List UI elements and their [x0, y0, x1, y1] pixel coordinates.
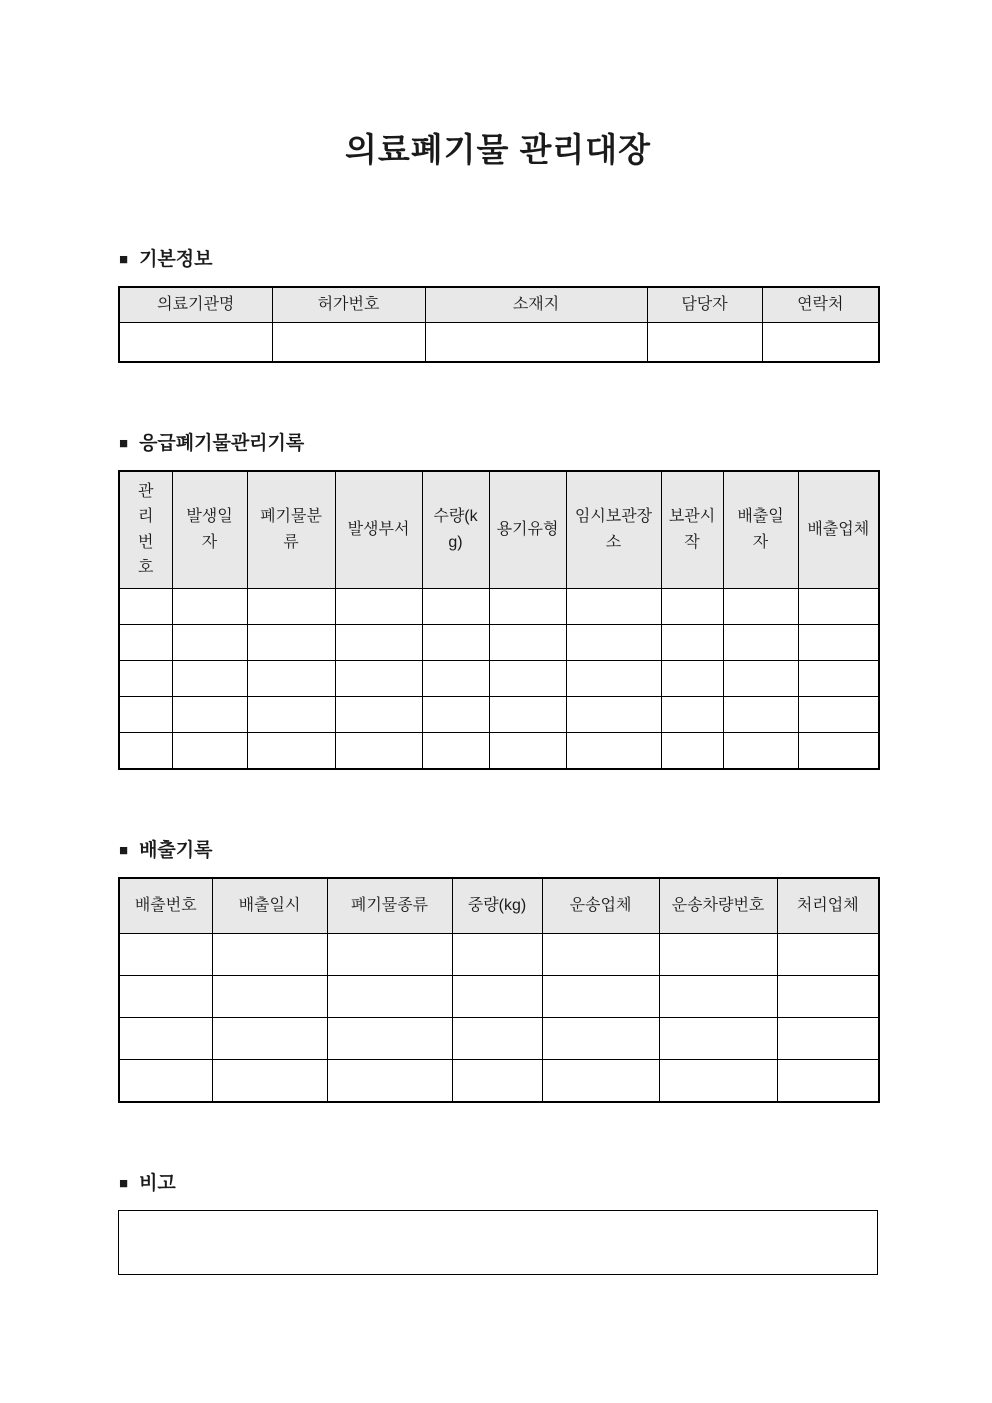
empty-cell — [542, 1060, 659, 1102]
empty-cell — [212, 976, 327, 1018]
empty-cell — [247, 661, 335, 697]
square-bullet-icon: ■ — [119, 842, 129, 860]
section-discharge-log — [118, 838, 878, 1103]
column-header: 중량(kg) — [452, 878, 542, 934]
section-emergency-waste-log — [118, 431, 878, 770]
empty-cell — [566, 661, 661, 697]
header-row — [119, 287, 879, 323]
empty-cell — [542, 1018, 659, 1060]
header-row — [119, 471, 879, 589]
empty-cell — [723, 733, 798, 769]
empty-cell — [119, 625, 172, 661]
table-row — [119, 625, 879, 661]
table-row — [119, 323, 879, 362]
empty-cell — [172, 661, 247, 697]
empty-cell — [762, 323, 879, 362]
square-bullet-icon: ■ — [119, 435, 129, 453]
column-header: 배출일자 — [723, 471, 798, 589]
empty-cell — [777, 1018, 879, 1060]
section-heading — [119, 247, 878, 273]
empty-cell — [452, 934, 542, 976]
column-header: 발생부서 — [335, 471, 422, 589]
empty-cell — [489, 661, 566, 697]
empty-cell — [723, 697, 798, 733]
empty-cell — [327, 1060, 452, 1102]
section-heading — [119, 1171, 878, 1197]
empty-cell — [798, 661, 879, 697]
empty-cell — [723, 625, 798, 661]
table-row — [119, 589, 879, 625]
column-header: 임시보관장소 — [566, 471, 661, 589]
section-title: 응급폐기물관리기록 — [139, 432, 305, 454]
empty-cell — [335, 625, 422, 661]
column-header: 의료기관명 — [119, 287, 272, 323]
empty-cell — [422, 697, 489, 733]
empty-cell — [566, 589, 661, 625]
empty-cell — [247, 625, 335, 661]
table-row — [119, 934, 879, 976]
header-row — [119, 878, 879, 934]
empty-cell — [489, 697, 566, 733]
column-header: 처리업체 — [777, 878, 879, 934]
empty-cell — [659, 1018, 777, 1060]
empty-cell — [119, 697, 172, 733]
empty-cell — [661, 697, 723, 733]
empty-cell — [172, 733, 247, 769]
empty-cell — [777, 1060, 879, 1102]
empty-cell — [489, 733, 566, 769]
empty-cell — [172, 697, 247, 733]
column-header: 관리번호 — [119, 471, 172, 589]
empty-cell — [425, 323, 647, 362]
empty-cell — [647, 323, 762, 362]
empty-cell — [489, 625, 566, 661]
page-title: 의료폐기물 관리대장 — [344, 131, 652, 168]
column-header: 용기유형 — [489, 471, 566, 589]
empty-cell — [119, 733, 172, 769]
empty-cell — [422, 661, 489, 697]
empty-cell — [247, 589, 335, 625]
section-heading — [119, 431, 878, 457]
empty-cell — [798, 697, 879, 733]
column-header: 운송차량번호 — [659, 878, 777, 934]
empty-cell — [566, 697, 661, 733]
empty-cell — [119, 976, 212, 1018]
empty-cell — [661, 589, 723, 625]
empty-cell — [172, 625, 247, 661]
empty-cell — [119, 589, 172, 625]
empty-cell — [172, 589, 247, 625]
empty-cell — [723, 661, 798, 697]
column-header: 배출일시 — [212, 878, 327, 934]
empty-cell — [247, 697, 335, 733]
column-header: 담당자 — [647, 287, 762, 323]
column-header: 소재지 — [425, 287, 647, 323]
column-header: 보관시작 — [661, 471, 723, 589]
empty-cell — [422, 589, 489, 625]
empty-cell — [212, 1060, 327, 1102]
table-row — [119, 1060, 879, 1102]
empty-cell — [119, 934, 212, 976]
empty-cell — [542, 934, 659, 976]
empty-cell — [777, 934, 879, 976]
column-header: 연락처 — [762, 287, 879, 323]
empty-cell — [247, 733, 335, 769]
empty-cell — [661, 733, 723, 769]
basic-info-table — [118, 286, 880, 363]
empty-cell — [659, 934, 777, 976]
square-bullet-icon: ■ — [119, 1175, 129, 1193]
empty-cell — [659, 1060, 777, 1102]
column-header: 폐기물종류 — [327, 878, 452, 934]
column-header: 배출업체 — [798, 471, 879, 589]
empty-cell — [489, 589, 566, 625]
empty-cell — [798, 589, 879, 625]
empty-cell — [661, 625, 723, 661]
table-row — [119, 697, 879, 733]
empty-cell — [119, 661, 172, 697]
empty-cell — [335, 589, 422, 625]
empty-cell — [119, 323, 272, 362]
section-title: 배출기록 — [139, 839, 213, 861]
empty-cell — [335, 697, 422, 733]
empty-cell — [119, 1060, 212, 1102]
empty-cell — [327, 1018, 452, 1060]
empty-cell — [452, 1060, 542, 1102]
empty-cell — [335, 733, 422, 769]
column-header: 발생일자 — [172, 471, 247, 589]
square-bullet-icon: ■ — [119, 251, 129, 269]
empty-cell — [777, 976, 879, 1018]
column-header: 폐기물분류 — [247, 471, 335, 589]
empty-cell — [566, 733, 661, 769]
empty-cell — [422, 625, 489, 661]
table-row — [119, 976, 879, 1018]
empty-cell — [272, 323, 425, 362]
column-header: 운송업체 — [542, 878, 659, 934]
section-basic-info — [118, 247, 878, 363]
empty-cell — [566, 625, 661, 661]
table-row — [119, 661, 879, 697]
empty-cell — [798, 733, 879, 769]
empty-cell — [659, 976, 777, 1018]
table-row — [119, 733, 879, 769]
column-header: 허가번호 — [272, 287, 425, 323]
empty-cell — [327, 976, 452, 1018]
empty-cell — [542, 976, 659, 1018]
empty-cell — [212, 934, 327, 976]
empty-cell — [327, 934, 452, 976]
emergency-waste-log-table — [118, 470, 880, 770]
empty-cell — [119, 1018, 212, 1060]
column-header: 수량(kg) — [422, 471, 489, 589]
table-row — [119, 1018, 879, 1060]
column-header: 배출번호 — [119, 878, 212, 934]
section-title: 기본정보 — [139, 248, 213, 270]
section-heading — [119, 838, 878, 864]
empty-cell — [452, 976, 542, 1018]
empty-cell — [212, 1018, 327, 1060]
empty-cell — [661, 661, 723, 697]
discharge-log-table — [118, 877, 880, 1103]
section-title: 비고 — [139, 1172, 176, 1194]
remarks-box — [118, 1210, 878, 1275]
section-remarks — [118, 1171, 878, 1275]
empty-cell — [422, 733, 489, 769]
empty-cell — [723, 589, 798, 625]
empty-cell — [335, 661, 422, 697]
empty-cell — [452, 1018, 542, 1060]
empty-cell — [798, 625, 879, 661]
